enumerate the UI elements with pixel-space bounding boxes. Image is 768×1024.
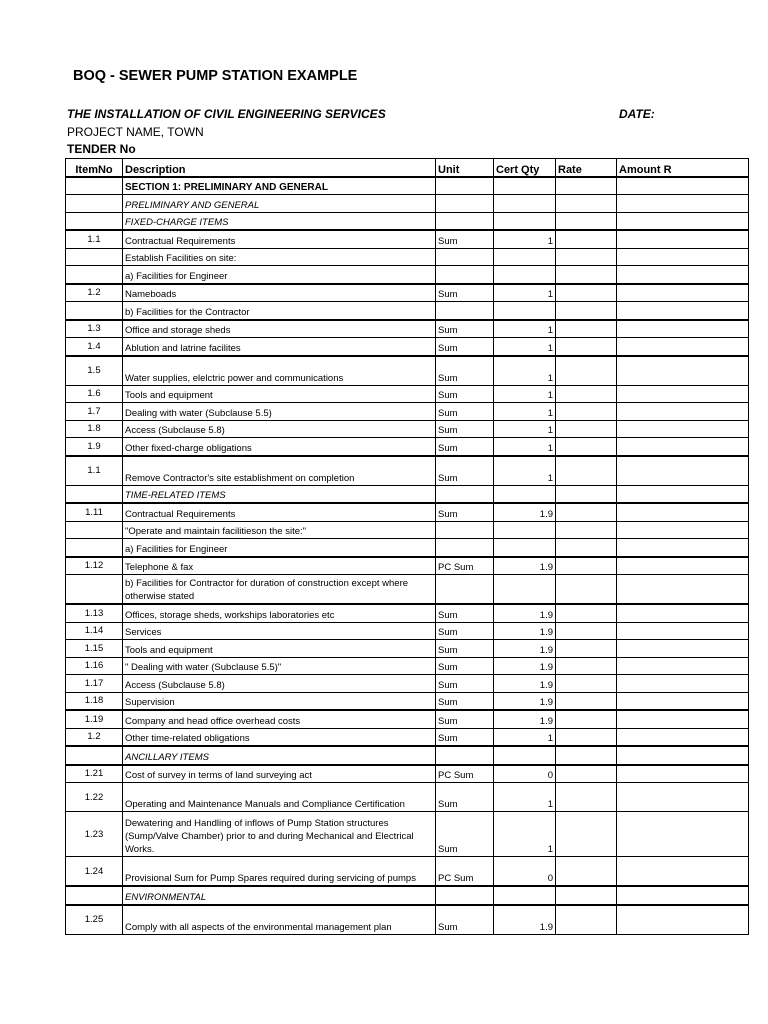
item-no-cell: 1.1 xyxy=(66,456,123,486)
unit-cell xyxy=(436,212,494,230)
amount-cell xyxy=(617,783,749,812)
unit-cell: Sum xyxy=(436,905,494,935)
cert-qty-cell: 1 xyxy=(494,403,556,421)
amount-cell xyxy=(617,692,749,710)
amount-cell xyxy=(617,284,749,302)
unit-cell: Sum xyxy=(436,640,494,658)
table-row xyxy=(66,302,749,320)
cert-qty-cell xyxy=(494,521,556,539)
unit-cell: Sum xyxy=(436,692,494,710)
rate-cell xyxy=(556,575,617,605)
unit-cell xyxy=(436,575,494,605)
cert-qty-cell xyxy=(494,195,556,213)
amount-cell xyxy=(617,338,749,356)
table-row xyxy=(66,420,749,438)
table-header-row xyxy=(66,159,749,177)
description-cell: a) Facilities for Engineer xyxy=(123,266,436,284)
rate-cell xyxy=(556,557,617,575)
amount-cell xyxy=(617,675,749,693)
amount-cell xyxy=(617,503,749,521)
rate-cell xyxy=(556,857,617,887)
item-no-cell: 1.13 xyxy=(66,604,123,622)
description-cell: Office and storage sheds xyxy=(123,320,436,338)
rate-cell xyxy=(556,385,617,403)
cert-qty-cell: 1 xyxy=(494,356,556,386)
item-no-cell xyxy=(66,212,123,230)
table-row xyxy=(66,456,749,486)
cert-qty-cell: 1.9 xyxy=(494,905,556,935)
rate-cell xyxy=(556,302,617,320)
amount-cell xyxy=(617,622,749,640)
amount-cell xyxy=(617,385,749,403)
item-no-cell: 1.24 xyxy=(66,857,123,887)
amount-cell xyxy=(617,438,749,456)
cert-qty-cell: 1.9 xyxy=(494,640,556,658)
table-row xyxy=(66,675,749,693)
rate-cell xyxy=(556,604,617,622)
cert-qty-cell xyxy=(494,302,556,320)
rate-cell xyxy=(556,356,617,386)
item-no-cell: 1.15 xyxy=(66,640,123,658)
item-no-cell xyxy=(66,485,123,503)
amount-cell xyxy=(617,640,749,658)
date-label: DATE: xyxy=(619,107,655,121)
col-header-unit: Unit xyxy=(436,159,494,177)
description-cell: Contractual Requirements xyxy=(123,230,436,248)
unit-cell: Sum xyxy=(436,783,494,812)
rate-cell xyxy=(556,765,617,783)
description-cell: Dewatering and Handling of inflows of Pump Station structures (Sump/Valve Chamber) prior to and during Mechanical and Electrical Works. xyxy=(123,812,436,857)
unit-cell: Sum xyxy=(436,320,494,338)
cert-qty-cell xyxy=(494,886,556,905)
unit-cell: Sum xyxy=(436,675,494,693)
item-no-cell: 1.22 xyxy=(66,783,123,812)
rate-cell xyxy=(556,248,617,266)
rate-cell xyxy=(556,420,617,438)
table-row xyxy=(66,557,749,575)
description-cell: Tools and equipment xyxy=(123,640,436,658)
description-cell: SECTION 1: PRELIMINARY AND GENERAL xyxy=(123,177,436,195)
table-row xyxy=(66,604,749,622)
rate-cell xyxy=(556,177,617,195)
unit-cell xyxy=(436,302,494,320)
description-cell: Other fixed-charge obligations xyxy=(123,438,436,456)
amount-cell xyxy=(617,746,749,765)
amount-cell xyxy=(617,230,749,248)
rate-cell xyxy=(556,438,617,456)
table-row xyxy=(66,886,749,905)
unit-cell: Sum xyxy=(436,812,494,857)
table-row xyxy=(66,657,749,675)
unit-cell: Sum xyxy=(436,728,494,746)
table-row xyxy=(66,230,749,248)
table-row xyxy=(66,622,749,640)
rate-cell xyxy=(556,338,617,356)
cert-qty-cell: 0 xyxy=(494,765,556,783)
description-cell: Contractual Requirements xyxy=(123,503,436,521)
amount-cell xyxy=(617,765,749,783)
col-header-cert-qty: Cert Qty xyxy=(494,159,556,177)
cert-qty-cell: 1.9 xyxy=(494,710,556,728)
cert-qty-cell: 1.9 xyxy=(494,557,556,575)
tender-no: TENDER No xyxy=(67,142,136,156)
rate-cell xyxy=(556,230,617,248)
description-cell: Ablution and latrine facilites xyxy=(123,338,436,356)
amount-cell xyxy=(617,266,749,284)
description-cell: FIXED-CHARGE ITEMS xyxy=(123,212,436,230)
unit-cell: Sum xyxy=(436,284,494,302)
unit-cell: Sum xyxy=(436,657,494,675)
unit-cell xyxy=(436,266,494,284)
rate-cell xyxy=(556,728,617,746)
cert-qty-cell: 1 xyxy=(494,456,556,486)
table-row xyxy=(66,746,749,765)
cert-qty-cell: 1 xyxy=(494,783,556,812)
cert-qty-cell: 1 xyxy=(494,420,556,438)
unit-cell: PC Sum xyxy=(436,857,494,887)
table-row xyxy=(66,783,749,812)
item-no-cell xyxy=(66,746,123,765)
amount-cell xyxy=(617,812,749,857)
rate-cell xyxy=(556,485,617,503)
description-cell: PRELIMINARY AND GENERAL xyxy=(123,195,436,213)
rate-cell xyxy=(556,783,617,812)
item-no-cell xyxy=(66,266,123,284)
rate-cell xyxy=(556,812,617,857)
cert-qty-cell xyxy=(494,485,556,503)
table-row xyxy=(66,177,749,195)
table-row xyxy=(66,195,749,213)
rate-cell xyxy=(556,212,617,230)
cert-qty-cell: 1 xyxy=(494,438,556,456)
cert-qty-cell: 1 xyxy=(494,284,556,302)
unit-cell: Sum xyxy=(436,604,494,622)
table-row xyxy=(66,640,749,658)
table-row xyxy=(66,812,749,857)
amount-cell xyxy=(617,320,749,338)
description-cell: ENVIRONMENTAL xyxy=(123,886,436,905)
table-row xyxy=(66,710,749,728)
item-no-cell xyxy=(66,195,123,213)
table-row xyxy=(66,320,749,338)
cert-qty-cell xyxy=(494,539,556,557)
amount-cell xyxy=(617,575,749,605)
item-no-cell: 1.25 xyxy=(66,905,123,935)
item-no-cell: 1.9 xyxy=(66,438,123,456)
unit-cell: Sum xyxy=(436,622,494,640)
description-cell: Provisional Sum for Pump Spares required during servicing of pumps xyxy=(123,857,436,887)
item-no-cell xyxy=(66,539,123,557)
cert-qty-cell xyxy=(494,746,556,765)
cert-qty-cell xyxy=(494,248,556,266)
item-no-cell: 1.21 xyxy=(66,765,123,783)
rate-cell xyxy=(556,503,617,521)
cert-qty-cell xyxy=(494,177,556,195)
amount-cell xyxy=(617,403,749,421)
item-no-cell: 1.14 xyxy=(66,622,123,640)
description-cell: a) Facilities for Engineer xyxy=(123,539,436,557)
table-row xyxy=(66,857,749,887)
description-cell: "Operate and maintain facilitieson the site:" xyxy=(123,521,436,539)
amount-cell xyxy=(617,485,749,503)
description-cell: TIME-RELATED ITEMS xyxy=(123,485,436,503)
description-cell: b) Facilities for the Contractor xyxy=(123,302,436,320)
boq-label: BOQ - xyxy=(73,68,115,84)
rate-cell xyxy=(556,456,617,486)
amount-cell xyxy=(617,177,749,195)
description-cell: Offices, storage sheds, workships laboratories etc xyxy=(123,604,436,622)
unit-cell xyxy=(436,539,494,557)
amount-cell xyxy=(617,710,749,728)
description-cell: Access (Subclause 5.8) xyxy=(123,675,436,693)
table-row xyxy=(66,521,749,539)
table-row xyxy=(66,212,749,230)
rate-cell xyxy=(556,675,617,693)
unit-cell: Sum xyxy=(436,230,494,248)
amount-cell xyxy=(617,420,749,438)
item-no-cell xyxy=(66,248,123,266)
description-cell: Company and head office overhead costs xyxy=(123,710,436,728)
cert-qty-cell xyxy=(494,212,556,230)
table-row xyxy=(66,403,749,421)
unit-cell: Sum xyxy=(436,456,494,486)
item-no-cell xyxy=(66,177,123,195)
table-row xyxy=(66,284,749,302)
rate-cell xyxy=(556,692,617,710)
table-row xyxy=(66,575,749,605)
cert-qty-cell: 1.9 xyxy=(494,657,556,675)
table-row xyxy=(66,338,749,356)
amount-cell xyxy=(617,248,749,266)
description-cell: Establish Facilities on site: xyxy=(123,248,436,266)
item-no-cell: 1.6 xyxy=(66,385,123,403)
unit-cell: Sum xyxy=(436,438,494,456)
col-header-description: Description xyxy=(123,159,436,177)
item-no-cell: 1.2 xyxy=(66,284,123,302)
item-no-cell: 1.1 xyxy=(66,230,123,248)
table-row xyxy=(66,728,749,746)
rate-cell xyxy=(556,284,617,302)
table-row xyxy=(66,266,749,284)
item-no-cell: 1.23 xyxy=(66,812,123,857)
item-no-cell xyxy=(66,521,123,539)
table-row xyxy=(66,905,749,935)
table-row xyxy=(66,539,749,557)
description-cell: Comply with all aspects of the environmental management plan xyxy=(123,905,436,935)
rate-cell xyxy=(556,521,617,539)
boq-table xyxy=(65,158,749,935)
unit-cell xyxy=(436,521,494,539)
unit-cell: Sum xyxy=(436,356,494,386)
amount-cell xyxy=(617,857,749,887)
col-header-itemno: ItemNo xyxy=(66,159,123,177)
cert-qty-cell: 1 xyxy=(494,320,556,338)
item-no-cell: 1.19 xyxy=(66,710,123,728)
description-cell: Dealing with water (Subclause 5.5) xyxy=(123,403,436,421)
rate-cell xyxy=(556,657,617,675)
cert-qty-cell xyxy=(494,575,556,605)
unit-cell: Sum xyxy=(436,385,494,403)
project-name: PROJECT NAME, TOWN xyxy=(67,125,204,139)
item-no-cell: 1.5 xyxy=(66,356,123,386)
item-no-cell xyxy=(66,886,123,905)
unit-cell xyxy=(436,195,494,213)
item-no-cell: 1.12 xyxy=(66,557,123,575)
item-no-cell xyxy=(66,302,123,320)
item-no-cell: 1.2 xyxy=(66,728,123,746)
description-cell: Operating and Maintenance Manuals and Compliance Certification xyxy=(123,783,436,812)
description-cell: Nameboads xyxy=(123,284,436,302)
amount-cell xyxy=(617,539,749,557)
item-no-cell: 1.4 xyxy=(66,338,123,356)
description-cell: Tools and equipment xyxy=(123,385,436,403)
amount-cell xyxy=(617,604,749,622)
amount-cell xyxy=(617,212,749,230)
table-row xyxy=(66,692,749,710)
table-row xyxy=(66,356,749,386)
description-cell: Services xyxy=(123,622,436,640)
description-cell: Other time-related obligations xyxy=(123,728,436,746)
description-cell: b) Facilities for Contractor for duration of construction except where otherwise stated xyxy=(123,575,436,605)
table-row xyxy=(66,765,749,783)
unit-cell xyxy=(436,485,494,503)
unit-cell: PC Sum xyxy=(436,765,494,783)
unit-cell: Sum xyxy=(436,403,494,421)
unit-cell: Sum xyxy=(436,710,494,728)
cert-qty-cell: 1.9 xyxy=(494,622,556,640)
item-no-cell: 1.17 xyxy=(66,675,123,693)
col-header-amount: Amount R xyxy=(617,159,749,177)
item-no-cell xyxy=(66,575,123,605)
document-title xyxy=(73,68,357,84)
col-header-rate: Rate xyxy=(556,159,617,177)
item-no-cell: 1.3 xyxy=(66,320,123,338)
cert-qty-cell: 0 xyxy=(494,857,556,887)
amount-cell xyxy=(617,356,749,386)
amount-cell xyxy=(617,657,749,675)
table-row xyxy=(66,248,749,266)
unit-cell: Sum xyxy=(436,338,494,356)
table-row xyxy=(66,503,749,521)
rate-cell xyxy=(556,710,617,728)
unit-cell xyxy=(436,248,494,266)
rate-cell xyxy=(556,320,617,338)
rate-cell xyxy=(556,195,617,213)
amount-cell xyxy=(617,905,749,935)
unit-cell xyxy=(436,886,494,905)
rate-cell xyxy=(556,886,617,905)
description-cell: Cost of survey in terms of land surveying act xyxy=(123,765,436,783)
item-no-cell: 1.7 xyxy=(66,403,123,421)
rate-cell xyxy=(556,403,617,421)
cert-qty-cell: 1.9 xyxy=(494,604,556,622)
amount-cell xyxy=(617,195,749,213)
amount-cell xyxy=(617,521,749,539)
table-row xyxy=(66,438,749,456)
description-cell: Water supplies, elelctric power and communications xyxy=(123,356,436,386)
description-cell: Telephone & fax xyxy=(123,557,436,575)
cert-qty-cell: 1 xyxy=(494,230,556,248)
unit-cell xyxy=(436,746,494,765)
cert-qty-cell: 1.9 xyxy=(494,692,556,710)
unit-cell: Sum xyxy=(436,503,494,521)
unit-cell: Sum xyxy=(436,420,494,438)
item-no-cell: 1.8 xyxy=(66,420,123,438)
table-row xyxy=(66,485,749,503)
cert-qty-cell: 1.9 xyxy=(494,503,556,521)
amount-cell xyxy=(617,557,749,575)
rate-cell xyxy=(556,266,617,284)
cert-qty-cell: 1 xyxy=(494,338,556,356)
rate-cell xyxy=(556,539,617,557)
cert-qty-cell: 1.9 xyxy=(494,675,556,693)
amount-cell xyxy=(617,728,749,746)
cert-qty-cell: 1 xyxy=(494,812,556,857)
description-cell: Remove Contractor's site establishment on completion xyxy=(123,456,436,486)
item-no-cell: 1.11 xyxy=(66,503,123,521)
table-row xyxy=(66,385,749,403)
title-text: SEWER PUMP STATION EXAMPLE xyxy=(118,68,358,84)
description-cell: " Dealing with water (Subclause 5.5)" xyxy=(123,657,436,675)
item-no-cell: 1.16 xyxy=(66,657,123,675)
description-cell: Access (Subclause 5.8) xyxy=(123,420,436,438)
description-cell: Supervision xyxy=(123,692,436,710)
rate-cell xyxy=(556,746,617,765)
item-no-cell: 1.18 xyxy=(66,692,123,710)
cert-qty-cell: 1 xyxy=(494,728,556,746)
amount-cell xyxy=(617,886,749,905)
amount-cell xyxy=(617,302,749,320)
rate-cell xyxy=(556,905,617,935)
cert-qty-cell xyxy=(494,266,556,284)
rate-cell xyxy=(556,622,617,640)
amount-cell xyxy=(617,456,749,486)
rate-cell xyxy=(556,640,617,658)
unit-cell xyxy=(436,177,494,195)
description-cell: ANCILLARY ITEMS xyxy=(123,746,436,765)
unit-cell: PC Sum xyxy=(436,557,494,575)
cert-qty-cell: 1 xyxy=(494,385,556,403)
subtitle-line: THE INSTALLATION OF CIVIL ENGINEERING SERVICES xyxy=(67,107,386,121)
